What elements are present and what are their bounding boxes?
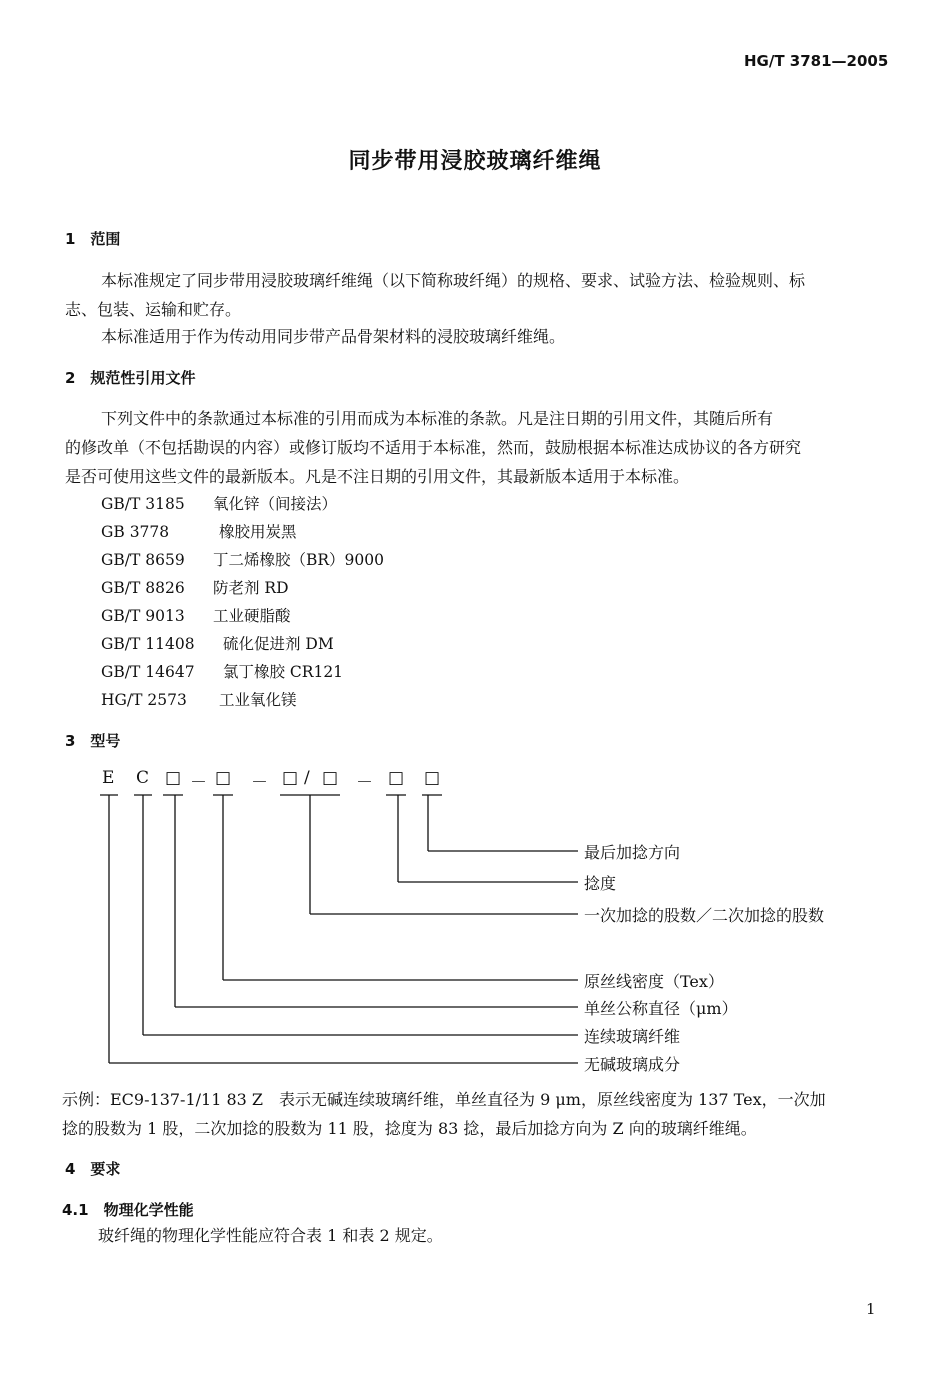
reference-name: 工业氧化镁 <box>219 691 297 709</box>
label-ply-counts: 一次加捻的股数／二次加捻的股数 <box>584 906 825 925</box>
section-3-heading: 3 型号 <box>65 732 121 750</box>
section-2-p1-line-3: 是否可使用这些文件的最新版本。凡是不注日期的引用文件，其最新版本适用于本标准。 <box>65 467 690 486</box>
model-token-box-diameter: □ <box>165 768 182 788</box>
designation-example <box>62 1085 890 1143</box>
section-4-1-paragraph: 玻纤绳的物理化学性能应符合表 1 和表 2 规定。 <box>98 1226 443 1245</box>
reference-name: 氧化锌（间接法） <box>213 495 338 513</box>
reference-code: GB/T 8826 <box>101 579 185 597</box>
section-1-p1-line-1: 本标准规定了同步带用浸胶玻璃纤维绳（以下简称玻纤绳）的规格、要求、试验方法、检验规则、标 <box>101 271 806 290</box>
section-4-heading: 4 要求 <box>65 1160 121 1178</box>
reference-name: 防老剂 RD <box>213 579 289 597</box>
section-2-p1-line-2: 的修改单（不包括勘误的内容）或修订版均不适用于本标准，然而，鼓励根据本标准达成协议的各方研究 <box>65 438 802 457</box>
model-token-dash: － <box>190 773 207 793</box>
reference-name: 橡胶用炭黑 <box>219 523 297 541</box>
reference-name: 氯丁橡胶 CR121 <box>223 663 344 681</box>
section-2-heading: 2 规范性引用文件 <box>65 369 196 387</box>
reference-code: GB/T 3185 <box>101 495 185 513</box>
reference-name: 硫化促进剂 DM <box>223 635 334 653</box>
section-1-heading: 1 范围 <box>65 230 121 248</box>
model-token-e: E <box>102 768 115 788</box>
reference-code: GB/T 8659 <box>101 551 185 569</box>
model-token-box-twist: □ <box>388 768 405 788</box>
reference-code: GB/T 11408 <box>101 635 195 653</box>
label-filament-diameter: 单丝公称直径（μm） <box>584 999 738 1018</box>
model-token-slash: / <box>304 768 310 788</box>
model-token-c: C <box>136 768 150 788</box>
label-alkali-free-glass: 无碱玻璃成分 <box>584 1055 681 1074</box>
standard-code: HG/T 3781—2005 <box>744 52 889 70</box>
reference-code: HG/T 2573 <box>101 691 187 709</box>
section-1-paragraph-2: 本标准适用于作为传动用同步带产品骨架材料的浸胶玻璃纤维绳。 <box>101 327 566 346</box>
label-continuous-glass-fiber: 连续玻璃纤维 <box>584 1027 681 1046</box>
reference-code: GB/T 14647 <box>101 663 195 681</box>
section-2-p1-line-1: 下列文件中的条款通过本标准的引用而成为本标准的条款。凡是注日期的引用文件，其随后所有 <box>101 409 774 428</box>
reference-name: 工业硬脂酸 <box>213 607 291 625</box>
reference-name: 丁二烯橡胶（BR）9000 <box>213 551 385 569</box>
model-token-box-ply-1: □ <box>282 768 299 788</box>
example-line-1: 示例：EC9-137-1/11 83 Z 表示无碱连续玻璃纤维，单丝直径为 9 μm，原丝线密度为 137 Tex，一次加 <box>62 1090 826 1109</box>
model-token-dash: － <box>356 773 373 793</box>
page-number: 1 <box>866 1300 876 1318</box>
model-token-dash: － <box>251 773 268 793</box>
model-token-box-ply-2: □ <box>322 768 339 788</box>
reference-code: GB/T 9013 <box>101 607 185 625</box>
model-token-box-direction: □ <box>424 768 441 788</box>
reference-code: GB 3778 <box>101 523 170 541</box>
label-final-twist-direction: 最后加捻方向 <box>584 843 681 862</box>
example-line-2: 捻的股数为 1 股，二次加捻的股数为 11 股，捻度为 83 捻，最后加捻方向为 Z 向的玻璃纤维绳。 <box>62 1119 757 1138</box>
document-title: 同步带用浸胶玻璃纤维绳 <box>348 149 602 174</box>
section-1-p1-line-2: 志、包装、运输和贮存。 <box>65 300 242 319</box>
model-token-box-density: □ <box>215 768 232 788</box>
label-twist: 捻度 <box>584 874 617 893</box>
section-4-1-heading: 4.1 物理化学性能 <box>62 1201 194 1219</box>
label-strand-density: 原丝线密度（Tex） <box>584 972 724 991</box>
